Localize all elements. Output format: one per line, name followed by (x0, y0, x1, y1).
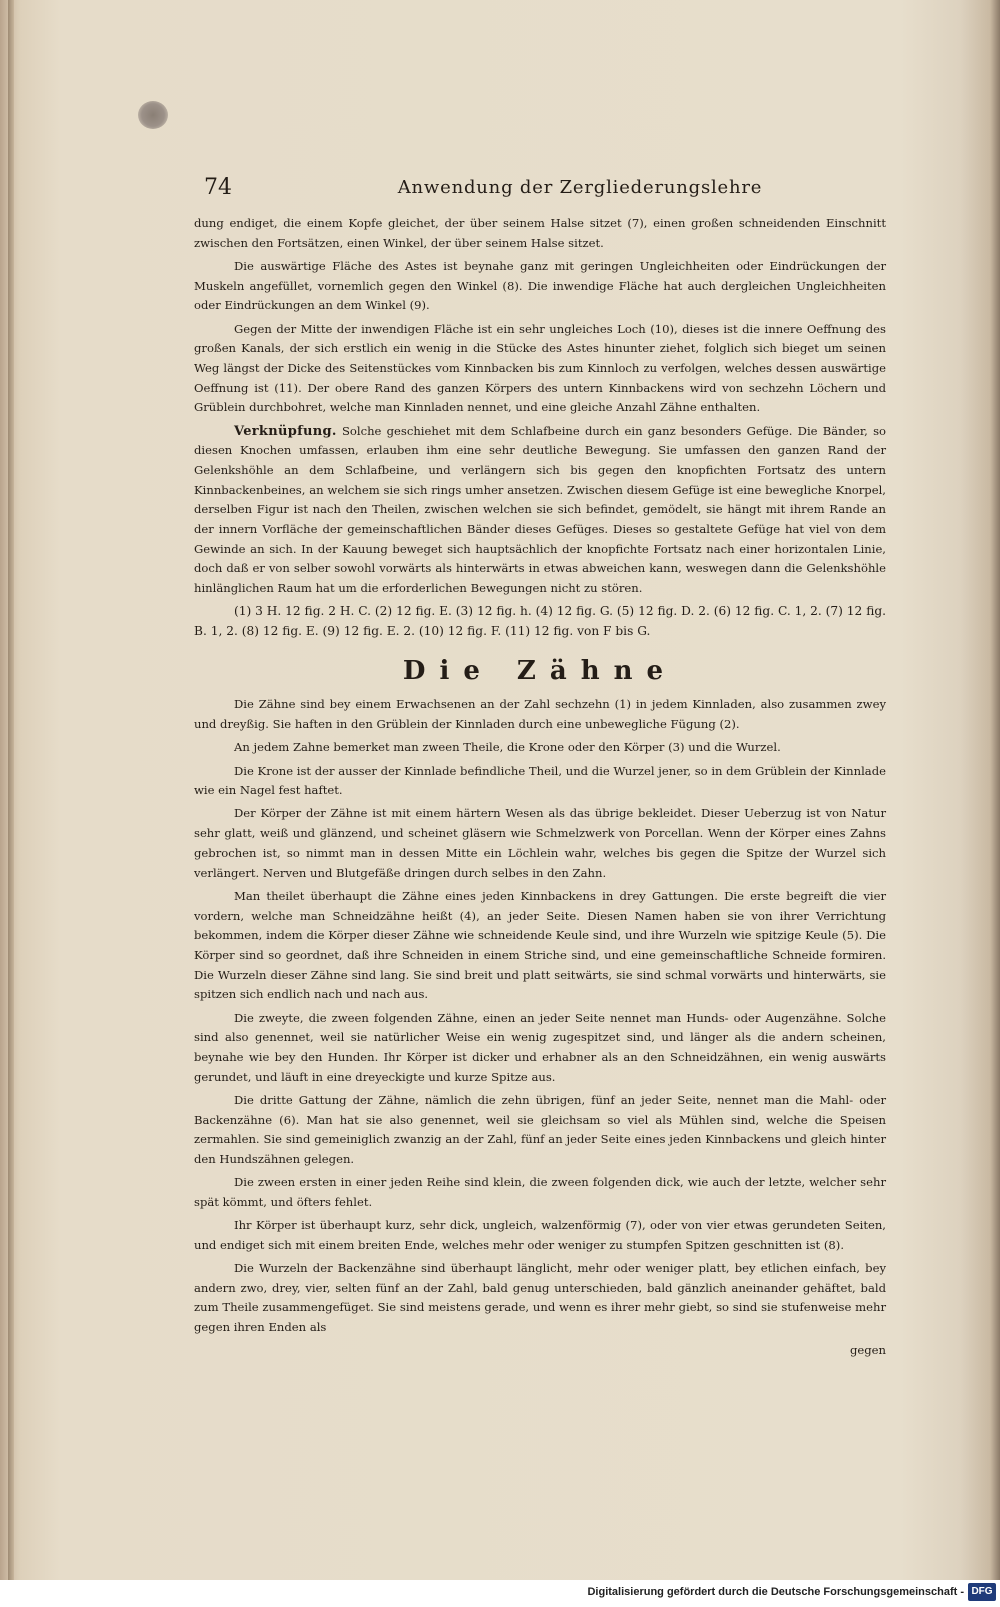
page-edge (8, 0, 14, 1580)
paragraph: Ihr Körper ist überhaupt kurz, sehr dick, ungleich, walzenförmig (7), oder von vier etwas gerundeten Seiten, und endiget sich mit einem breiten Ende, welches mehr oder weniger zu stumpfen Spitzen geschnitten ist (8). (194, 1218, 886, 1252)
paragraph: Die zweyte, die zween folgenden Zähne, einen an jeder Seite nennet man Hunds- oder Augenzähne. Solche sind also genennet, weil sie natürlicher Weise ein wenig zugespitzet sind, und länger als die andern scheinen, beynahe wie bey den Hunden. Ihr Körper ist dicker und erhabner als an den Schneidzähnen, ein wenig auswärts gerundet, und läuft in eine dreyeckigte und kurze Spitze aus. (194, 1010, 886, 1084)
paragraph: An jedem Zahne bemerket man zween Theile, die Krone oder den Körper (3) und die Wurzel. (234, 740, 781, 755)
paragraph: Die auswärtige Fläche des Astes ist beynahe ganz mit geringen Ungleichheiten oder Eindrückungen der Muskeln angefüllet, vornemlich gegen den Winkel (8). Die inwendige Fläche hat auch dergleichen Ungleichheiten oder Eindrückungen an dem Winkel (9). (194, 258, 886, 313)
catchword: gegen (849, 1343, 886, 1358)
running-head (194, 170, 886, 214)
keyword-verknuepfung: Verknüpfung. (234, 423, 337, 439)
paragraph: Gegen der Mitte der inwendigen Fläche ist ein sehr ungleiches Loch (10), dieses ist die innere Oeffnung des großen Kanals, der sich erstlich ein wenig in die Stücke des Astes hinunter ziehet, folglich sich bieget um seinen Weg längst der Dicke des Seitenstückes vom Kinnbacken bis zum Kinnloch zu verfolgen, welches dessen auswärtige Oeffnung ist (11). Der obere Rand des ganzen Körpers des untern Kinnbackens wird von sechzehn Löchern und Grüblein durchbohret, welche man Kinnladen nennet, und eine gleiche Anzahl Zähne enthalten. (194, 321, 886, 415)
section-title: Die Zähne (402, 655, 678, 686)
paragraph: Man theilet überhaupt die Zähne eines jeden Kinnbackens in drey Gattungen. Die erste begreift die vier vordern, welche man Schneidzähne heißt (4), an jeder Seite. Diesen Namen haben sie von ihrer Verrichtung bekommen, indem die Körper dieser Zähne wie schneidende Keule sind, und ihre Wurzeln wie spitzige Keule (5). Die Körper sind so geordnet, daß ihre Schneiden in einem Striche sind, und eine gemeinschaftliche Schneide formiren. Die Wurzeln dieser Zähne sind lang. Sie sind breit und platt seitwärts, sie sind schmal vorwärts und hinterwärts, sie spitzen sich endlich nach und nach aus. (194, 888, 886, 1002)
dfg-logo-icon[interactable]: DFG (968, 1583, 996, 1601)
paragraph-verknuepfung (194, 422, 886, 599)
verknuepfung-text: Solche geschiehet mit dem Schlafbeine durch ein ganz besonders Gefüge. Die Bänder, so diesen Knochen umfassen, erlauben ihm eine sehr deutliche Bewegung. Sie umfassen den ganzen Rand der Gelenkshöhle an dem Schlafbeine, und verlängern sich bis gegen den knopfichten Fortsatz des untern Kinnbackenbeines, an welchem sie sich rings umher ansetzen. Zwischen diesem Gefüge ist eine bewegliche Knorpel, derselben Figur ist nach den Theilen, zwischen welchen sie sich befindet, gemödelt, sie hängt mit ihrem Rande an der innern Vorfläche der gemeinschaftlichen Bänder dieses Gefüges. Dieses so gestaltete Gefüge hat viel von dem Gewinde an sich. In der Kauung beweget sich hauptsächlich der knopfichte Fortsatz nach einer horizontalen Linie, doch daß er von selber sowohl vorwärts als hinterwärts in etwas abweichen kann, weswegen dann die Gelenkshöhle hinlänglichen Raum hat um die erforderlichen Bewegungen nicht zu stören. (194, 423, 886, 596)
page-number: 74 (204, 175, 232, 200)
paragraph: Die Wurzeln der Backenzähne sind überhaupt länglicht, mehr oder weniger platt, bey etlichen einfach, bey andern zwo, drey, vier, selten fünf an der Zahl, bald genug unterschieden, bald gänzlich aneinander gehäftet, bald zum Theile zusammengefüget. Sie sind meistens gerade, und wenn es ihrer mehr giebt, so sind sie stufenweise mehr gegen ihren Enden als (194, 1260, 886, 1335)
page-content (194, 170, 886, 1361)
footer-credit: Digitalisierung gefördert durch die Deutsche Forschungsgemeinschaft - (587, 1586, 964, 1598)
paragraph: Die dritte Gattung der Zähne, nämlich die zehn übrigen, fünf an jeder Seite, nennet man die Mahl- oder Backenzähne (6). Man hat sie also genennet, weil sie gleichsam so viel als Mühlen sind, welche die Speisen zermahlen. Sie sind gemeiniglich zwanzig an der Zahl, fünf an jeder Seite eines jeden Kinnbackens und gleich hinter den Hundszähnen gelegen. (194, 1092, 886, 1166)
paragraph: Die Zähne sind bey einem Erwachsenen an der Zahl sechzehn (1) in jedem Kinnladen, also zusammen zwey und dreyßig. Sie haften in den Grüblein der Kinnladen durch eine unbewegliche Fügung (2). (194, 697, 886, 732)
stain-mark (138, 101, 168, 129)
paragraph: Die Krone ist der ausser der Kinnlade befindliche Theil, und die Wurzel jener, so in dem Grüblein der Kinnlade wie ein Nagel fest haftet. (194, 763, 886, 798)
header-title: Anwendung der Zergliederungslehre (397, 177, 763, 198)
paragraph: dung endiget, die einem Kopfe gleichet, der über seinem Halse sitzet (7), einen großen schneidenden Einschnitt zwischen den Fortsätzen, einen Winkel, der über seinem Halse sitzet. (194, 216, 886, 250)
footnotes: (1) 3 H. 12 fig. 2 H. C. (2) 12 fig. E. (3) 12 fig. h. (4) 12 fig. G. (5) 12 fig. D. 2. (6) 12 fig. C. 1, 2. (7) 12 fig. B. 1, 2. (8) 12 fig. E. (9) 12 fig. E. 2. (10) 12 fig. F. (11) 12 fig. von F bis G. (194, 604, 886, 639)
paragraph: Der Körper der Zähne ist mit einem härtern Wesen als das übrige bekleidet. Dieser Ueberzug ist von Natur sehr glatt, weiß und glänzend, und scheinet gläsern wie Schmelzwerk von Porcellan. Wenn der Körper eines Zahns gebrochen ist, so nimmt man in dessen Mitte ein Löchlein wahr, welches bis gegen die Spitze der Wurzel sich verlängert. Nerven und Blutgefäße dringen durch selbes in den Zahn. (194, 806, 886, 880)
paragraph: Die zween ersten in einer jeden Reihe sind klein, die zween folgenden dick, wie auch der letzte, welcher sehr spät kömmt, und öfters fehlet. (194, 1175, 886, 1209)
